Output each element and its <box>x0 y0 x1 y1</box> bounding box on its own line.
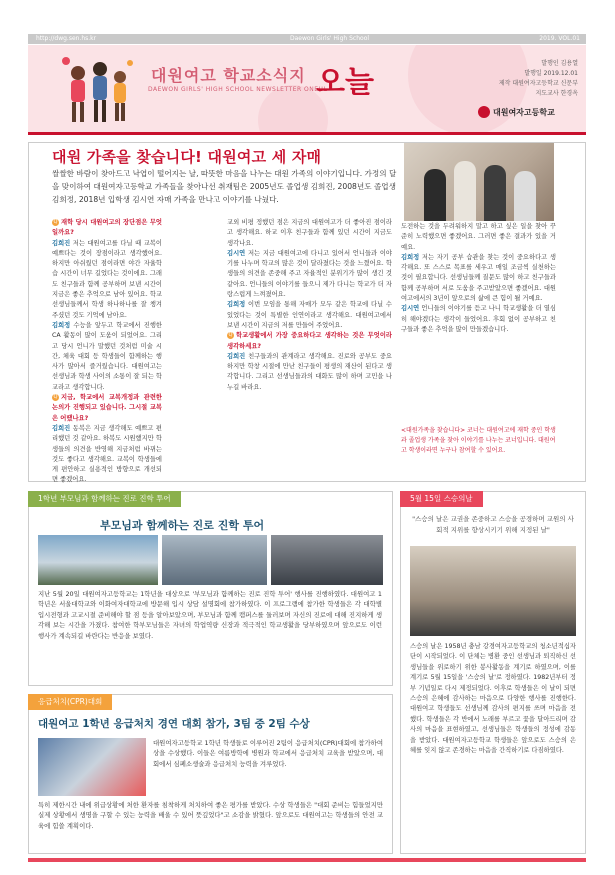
advisor-value: 한경옥 <box>560 90 578 97</box>
answer-text: 저는 지금 대원여고에 다니고 있어서 언니들과 이야기를 나누며 학교의 많은 것이 달라졌다는 것을 느꼈어요. 학생들의 의견을 존중해 주고 자율적인 분위기가 많이 생긴 것 같아요. 언니들의 이야기를 들으니 제가 다니는 학교가 더 자랑스럽게 느껴졌어요. <box>227 249 392 299</box>
site-url[interactable]: http://dwg.sen.hs.kr <box>36 35 97 42</box>
auditorium-photo <box>271 535 383 585</box>
header-divider <box>28 132 586 135</box>
school-name: 대원여자고등학교 <box>493 108 555 117</box>
speaker-name: 김희정 <box>401 253 420 261</box>
feature-column-2 <box>227 218 392 393</box>
cpr-body: 대원여자고등학교 1학년 학생들로 이루어진 2팀이 응급처치(CPR)대회에 참가하여 상을 수상했다. 이들은 여름방학에 병원과 학교에서 응급처치 교육을 받았으며, 대회에서 심폐소생술과 응급처치 능력을 겨루었다. <box>153 739 383 768</box>
interview-answer <box>401 304 556 335</box>
question-bullet-icon: Q <box>228 331 233 338</box>
speaker-name: 김희진 <box>227 352 246 360</box>
volume-label: 2019. VOL.01 <box>539 35 580 42</box>
interview-answer <box>227 218 392 249</box>
speaker-name: 김희정 <box>227 301 246 309</box>
school-emblem-icon <box>478 106 490 118</box>
interview-answer <box>52 239 162 321</box>
interview-answer <box>227 300 392 331</box>
speaker-name: 김시연 <box>401 305 420 313</box>
date-label: 발행일 <box>524 70 542 77</box>
interview-answer <box>227 249 392 300</box>
interview-answer <box>52 321 162 393</box>
corner-note: <대원가족을 찾습니다> 코너는 대원여고에 재학 중인 학생과 졸업생 가족을 찾아 이야기를 나누는 코너입니다. 대원여고 학생이라면 누구나 참여할 수 있어요. <box>401 427 556 454</box>
question-text: 지금, 학교에서 교복개정과 관련한 논의가 진행되고 있습니다. 그시절 교복은 어땠나요? <box>52 394 162 422</box>
speaker-name: 김희진 <box>52 239 71 247</box>
question-text: 학교생활에서 가장 중요하다고 생각하는 것은 무엇이라 생각하세요? <box>227 332 392 350</box>
cpr-headline: 대원여고 1학년 응급처치 경연 대회 참가, 3팀 중 2팀 수상 <box>38 718 310 730</box>
answer-text: 동복은 지금 생각해도 예쁘고 편리했던 것 같아요. 하복도 시원했지만 학생들의 의견을 반영해 지금처럼 바뀌는 것도 좋다고 생각해요. 교복이 학생들에게 편안하고 실용적인 방향으로 개선되면 좋겠어요. <box>52 424 162 484</box>
advisor-label: 지도교사 <box>535 90 559 97</box>
date-value: 2019.12.01 <box>543 70 578 77</box>
school-english-name: Daewon Girls' High School <box>290 35 370 42</box>
speaker-name: 김희정 <box>52 321 71 329</box>
interview-answer <box>401 222 556 253</box>
interview-answer <box>227 352 392 393</box>
top-bar <box>28 34 586 44</box>
publication-info <box>468 59 578 99</box>
tour-body: 지난 5월 20일 대원여자고등학교는 1학년을 대상으로 '부모님과 함께하는 진로 진학 투어' 행사를 진행하였다. 대원여고 1학년은 서울대학교와 이화여자대학교에 방문해 입시 상담 설명회에 참가하였다. 이 프로그램에 참가한 학생들은 각 대학별 입시전형과 고교시절 준비해야 할 점 등을 알아보았으며, 부모님과 함께 캠퍼스를 둘러보며 자신의 진로에 대해 진지하게 생각해 보는 시간을 가졌다. 참여한 학부모님들은 자녀의 학업역량 신장과 적극적인 학교생활을 당부하였으며 앞으로도 이런 행사가 계속되길 바란다는 반응을 보였다. <box>38 590 382 640</box>
interview-question <box>52 393 162 424</box>
students-illustration-icon <box>58 55 138 130</box>
answer-text: 언니들의 이야기를 듣고 나니 학교생활을 더 열심히 해야겠다는 생각이 들었어요. 후회 없이 공부하고 친구들과 좋은 추억을 많이 만들겠습니다. <box>401 305 556 333</box>
sisters-photo <box>404 143 554 221</box>
seminar-photo <box>162 535 267 585</box>
feature-column-3 <box>401 222 556 335</box>
footer-bar <box>28 858 586 862</box>
cpr-section-tab: 응급처치(CPR)대회 <box>28 694 112 710</box>
cpr-body-continued: 특히 제한시간 내에 위급상황에 처한 환자를 침착하게 처치하여 좋은 평가를 받았다. 수상 학생들은 "대회 준비는 힘들었지만 실제 상황에서 생명을 구할 수 있는 능력을 배울 수 있어 뜻깊었다"고 소감을 밝혔다. 앞으로도 대원여고는 학생들의 안전 교육에 힘쓸 계획이다. <box>38 801 383 830</box>
newsletter-subtitle: DAEWON GIRLS' HIGH SCHOOL NEWSLETTER ONEUL <box>148 86 328 93</box>
answer-text: 저는 대원여고를 다닐 때 교복이 예쁘다는 것이 장점이라고 생각했어요. 하지만 아쉬웠던 점이라면 야간 자율학습 시간이 너무 길었다는 것이에요. 그래도 친구들과 함께 공부하며 보낸 시간이 지금은 좋은 추억으로 남아 있어요. 학교 선생님들께서 학생 하나하나를 잘 챙겨주셨던 것도 기억에 남아요. <box>52 239 162 319</box>
teachers-day-quote: "스승의 날은 교권을 존중하고 스승을 공경하며 교원의 사회적 지위를 향상시키기 위해 지정된 날" <box>412 515 574 534</box>
question-text: 재학 당시 대원여고의 장단점은 무엇일까요? <box>52 219 162 237</box>
question-bullet-icon: Q <box>53 218 58 225</box>
answer-text: 교외 비평 정했던 점은 지금의 대원여고가 더 좋아진 점이라고 생각해요. 하교 이후 친구들과 함께 있던 시간이 지금도 생각나요. <box>227 219 392 247</box>
teachers-day-tab: 5월 15일 스승의날 <box>400 491 483 507</box>
interview-answer <box>401 253 556 304</box>
publisher-value: 김용열 <box>560 60 578 67</box>
question-bullet-icon: Q <box>53 393 58 400</box>
answer-text: 도전하는 것을 두려워하지 말고 하고 싶은 일을 찾아 꾸준히 노력했으면 좋겠어요. 그러면 좋은 결과가 있을 거예요. <box>401 223 556 251</box>
campus-photo <box>38 535 158 585</box>
masthead <box>28 45 586 132</box>
interview-question <box>52 218 162 239</box>
answer-text: 저는 자기 공부 습관을 찾는 것이 중요하다고 생각해요. 또 스스로 목표를 세우고 매일 조금씩 실천하는 것이 필요합니다. 선생님들께 질문도 많이 하고 친구들과 함께 공부하며 서로 도움을 주고받았으면 좋겠어요. 대원여고에서의 3년이 앞으로의 삶에 큰 힘이 될 거예요. <box>401 253 556 303</box>
answer-text: 수능을 앞두고 학교에서 진행한 CA 활동이 많이 도움이 되었어요. 그리고 당시 언니가 말했던 것처럼 미술 시간, 체육 대회 등 학생들이 함께하는 행사가 많아서 즐거웠습니다. 대원여고는 선생님과 학생 사이의 소통이 잘 되는 학교라고 생각합니다. <box>52 321 162 391</box>
publisher-label: 발행인 <box>541 60 559 67</box>
teachers-day-body: 스승의 날은 1958년 충남 강경여자고등학교의 청소년적십자단이 시작되었다. 이 단체는 병환 중인 선생님과 퇴직하신 선생님들을 위로하기 위한 봉사활동을 계기로 하였으며, 이를 계기로 5월 15일을 '스승의 날'로 정하였다. 1982년부터 정부 기념일로 다시 제정되었다. 이후로 학생들은 이 날이 되면 스승의 은혜에 감사하는 마음으로 다양한 행사를 진행한다. 대원여고 학생들도 선생님께 감사의 편지를 쓰며 마음을 전했다. 학생들은 각 반에서 노래를 부르고 꽃을 달아드리며 감사의 마음을 표현하였고, 선생님들은 학생들의 정성에 감동을 받았다. 대원여자고등학교 학생들은 앞으로도 스승의 은혜를 잊지 않고 존경하는 마음을 간직하기로 다짐하였다. <box>410 643 576 755</box>
feature-column-1 <box>52 218 162 486</box>
cpr-photo <box>38 738 146 796</box>
teachers-day-photo <box>410 546 576 636</box>
answer-text: 이번 모임을 통해 자매가 모두 같은 학교에 다닐 수 있었다는 것이 특별한 인연이라고 생각해요. 대원여고에서 보낸 시간이 지금의 저를 만들어 주었어요. <box>227 301 392 329</box>
newsletter-title: 대원여고 학교소식지 <box>151 66 306 85</box>
speaker-name: 김희진 <box>52 424 71 432</box>
speaker-name: 김시연 <box>227 249 246 257</box>
tour-section-tab: 1학년 부모님과 함께하는 진로 진학 투어 <box>28 491 181 507</box>
producer-value: 대원여자고등학교 신문부 <box>512 80 578 87</box>
feature-intro: 쌀쌀한 바람이 찾아드고 낙엽이 떨어지는 날, 따뜻한 마음을 나누는 대원 가족의 이야기입니다. 가정의 달을 맞이하여 대원여자고등학교 가족들을 찾아나선 취재팀은 2005년도 졸업생 김희진, 2008년도 졸업생 김희정, 2018년 입학생 김시연 자매 가족을 만나고 이야기를 나눴다. <box>52 169 397 204</box>
oneul-logo: 오늘 <box>316 65 374 100</box>
producer-label: 제작 <box>498 80 511 87</box>
tour-headline: 부모님과 함께하는 진로 진학 투어 <box>100 519 265 532</box>
interview-question <box>227 331 392 352</box>
interview-answer <box>52 424 162 486</box>
feature-headline: 대원 가족을 찾습니다! 대원여고 세 자매 <box>52 148 322 166</box>
answer-text: 친구들과의 관계라고 생각해요. 진로와 공부도 중요하지만 학창 시절에 만난 친구들이 평생의 재산이 된다고 생각합니다. 그리고 선생님들과의 대화도 많이 하며 고민을 나누길 바라요. <box>227 352 392 391</box>
